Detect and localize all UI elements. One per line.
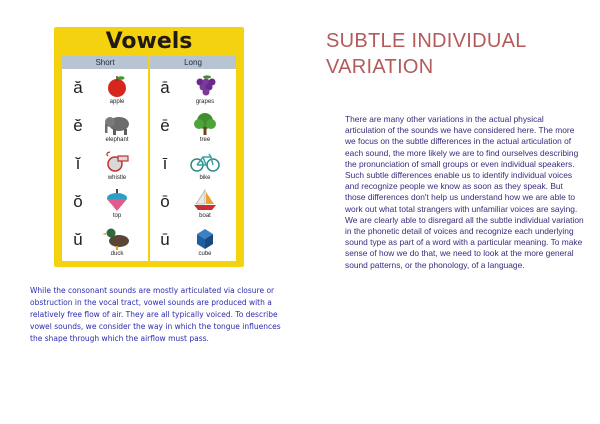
long-e-letter: ē — [160, 116, 170, 135]
long-column-header: Long — [150, 56, 236, 69]
poster-chart — [62, 56, 236, 261]
spinning-top-icon — [102, 188, 132, 212]
long-u-word: cube — [198, 251, 212, 257]
long-i-word: bike — [199, 175, 211, 181]
poster-title: Vowels — [105, 29, 193, 54]
vowels-poster — [54, 27, 244, 267]
long-e-word: tree — [199, 137, 211, 143]
vowel-row-e — [62, 110, 236, 148]
grapes-icon — [190, 74, 220, 98]
short-u-letter: ŭ — [73, 230, 83, 249]
short-e-letter: ĕ — [73, 116, 83, 135]
short-e-word: elephant — [105, 137, 129, 143]
short-a-word: apple — [109, 99, 125, 105]
short-column-header: Short — [62, 56, 148, 69]
vowel-row-a — [62, 72, 236, 110]
short-i-letter: ĭ — [75, 154, 81, 173]
section-headline — [326, 28, 576, 80]
short-o-letter: ŏ — [73, 192, 83, 211]
bike-icon — [190, 150, 220, 174]
long-a-word: grapes — [195, 99, 215, 105]
cube-icon — [190, 226, 220, 250]
vowel-row-o — [62, 186, 236, 224]
elephant-icon — [102, 112, 132, 136]
apple-icon — [102, 74, 132, 98]
short-a-letter: ă — [73, 78, 83, 97]
long-a-letter: ā — [160, 78, 170, 97]
whistle-icon — [102, 150, 132, 174]
headline-line-1: SUBTLE INDIVIDUAL — [326, 30, 527, 52]
boat-icon — [190, 188, 220, 212]
tree-icon — [190, 112, 220, 136]
body-paragraph-left: While the consonant sounds are mostly articulated via closure or obstruction in the vocal tract, vowel sounds are produced with a relatively free flow of air. They are all typically voiced. To describe vowel sounds, we consider the way in which the tongue influences the shape through which the airflow must pass. — [30, 286, 281, 343]
long-i-letter: ī — [162, 154, 168, 173]
short-o-word: top — [112, 213, 122, 219]
short-u-word: duck — [110, 251, 124, 257]
body-paragraph-right: There are many other variations in the actual physical articulation of the sounds we have considered here. The more we focus on the subtle differences in the actual articulation of each sound, the more likely we are to find ourselves describing the pronunciation of small groups or even individual speakers. Such subtle differences enable us to identify individual voices and recognize people we know as soon as they speak. But those differences don't help us understand how we are able to work out what total strangers with unfamiliar voices are saying. We are clearly able to disregard all the subtle individual variation in the phonetic detail of voices and recognize each underlying sound type as part of a word with a particular meaning. To make sense of how we do that, we need to look at the more general sound patterns, or the phonology, of a language. — [345, 114, 584, 270]
duck-icon — [102, 226, 132, 250]
long-o-word: boat — [199, 213, 211, 219]
vowel-row-u — [62, 224, 236, 262]
headline-line-2: VARIATION — [326, 56, 434, 78]
long-o-letter: ō — [160, 192, 170, 211]
short-i-word: whistle — [107, 175, 127, 181]
long-u-letter: ū — [160, 230, 170, 249]
vowel-row-i — [62, 148, 236, 186]
